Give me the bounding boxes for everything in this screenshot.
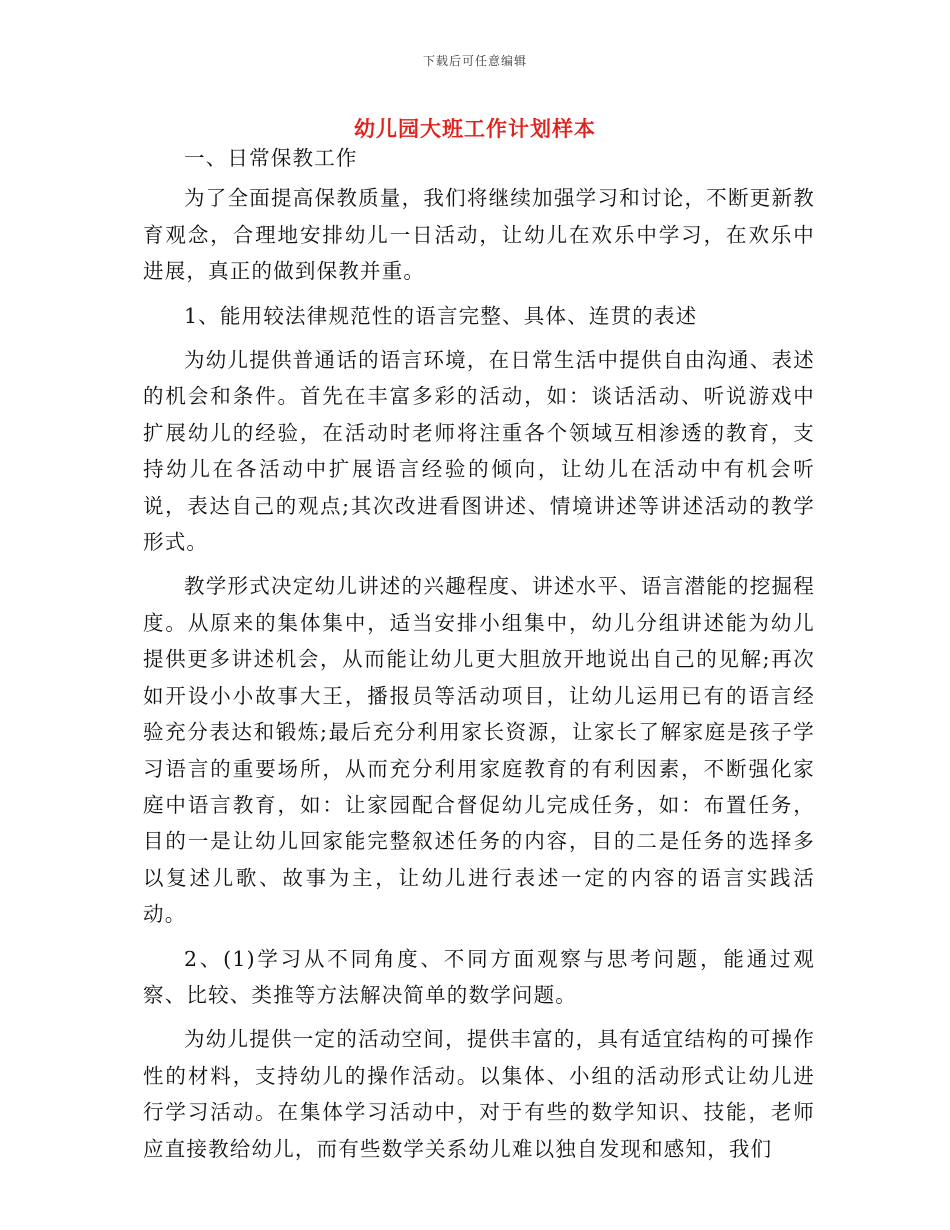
section-heading: 一、日常保教工作 [184, 146, 358, 170]
paragraph: 为了全面提高保教质量，我们将继续加强学习和讨论，不断更新教育观念，合理地安排幼儿一日活动，让幼儿在欢乐中学习，在欢乐中进展，真正的做到保教并重。 [143, 186, 815, 284]
paragraph: 教学形式决定幼儿讲述的兴趣程度、讲述水平、语言潜能的挖掘程度。从原来的集体集中，适当安排小组集中，幼儿分组讲述能为幼儿提供更多讲述机会，从而能让幼儿更大胆放开地说出自己的见解;再次如开设小小故事大王，播报员等活动项目，让幼儿运用已有的语言经验充分表达和锻炼;最后充分利用家长资源，让家长了解家庭是孩子学习语言的重要场所，从而充分利用家庭教育的有利因素，不断强化家庭中语言教育，如：让家园配合督促幼儿完成任务，如：布置任务，目的一是让幼儿回家能完整叙述任务的内容，目的二是任务的选择多以复述儿歌、故事为主，让幼儿进行表述一定的内容的语言实践活动。 [143, 574, 815, 927]
subsection-heading: 2、(1)学习从不同角度、不同方面观察与思考问题，能通过观察、比较、类推等方法解决简单的数学问题。 [143, 946, 815, 1007]
paragraph: 为幼儿提供普通话的语言环境，在日常生活中提供自由沟通、表述的机会和条件。首先在丰富多彩的活动，如：谈话活动、听说游戏中扩展幼儿的经验，在活动时老师将注重各个领域互相渗透的教育，支持幼儿在各活动中扩展语言经验的倾向，让幼儿在活动中有机会听说，表达自己的观点;其次改进看图讲述、情境讲述等讲述活动的教学形式。 [143, 348, 815, 555]
subsection-heading: 1、能用较法律规范性的语言完整、具体、连贯的表述 [184, 303, 698, 328]
paragraph: 为幼儿提供一定的活动空间，提供丰富的，具有适宜结构的可操作性的材料，支持幼儿的操作活动。以集体、小组的活动形式让幼儿进行学习活动。在集体学习活动中，对于有些的数学知识、技能，老师应直接教给幼儿，而有些数学关系幼儿难以独自发现和感知，我们 [143, 1027, 815, 1161]
header-note: 下载后可任意编辑 [422, 54, 527, 68]
document-title: 幼儿园大班工作计划样本 [354, 117, 596, 141]
document-body [143, 140, 815, 1175]
